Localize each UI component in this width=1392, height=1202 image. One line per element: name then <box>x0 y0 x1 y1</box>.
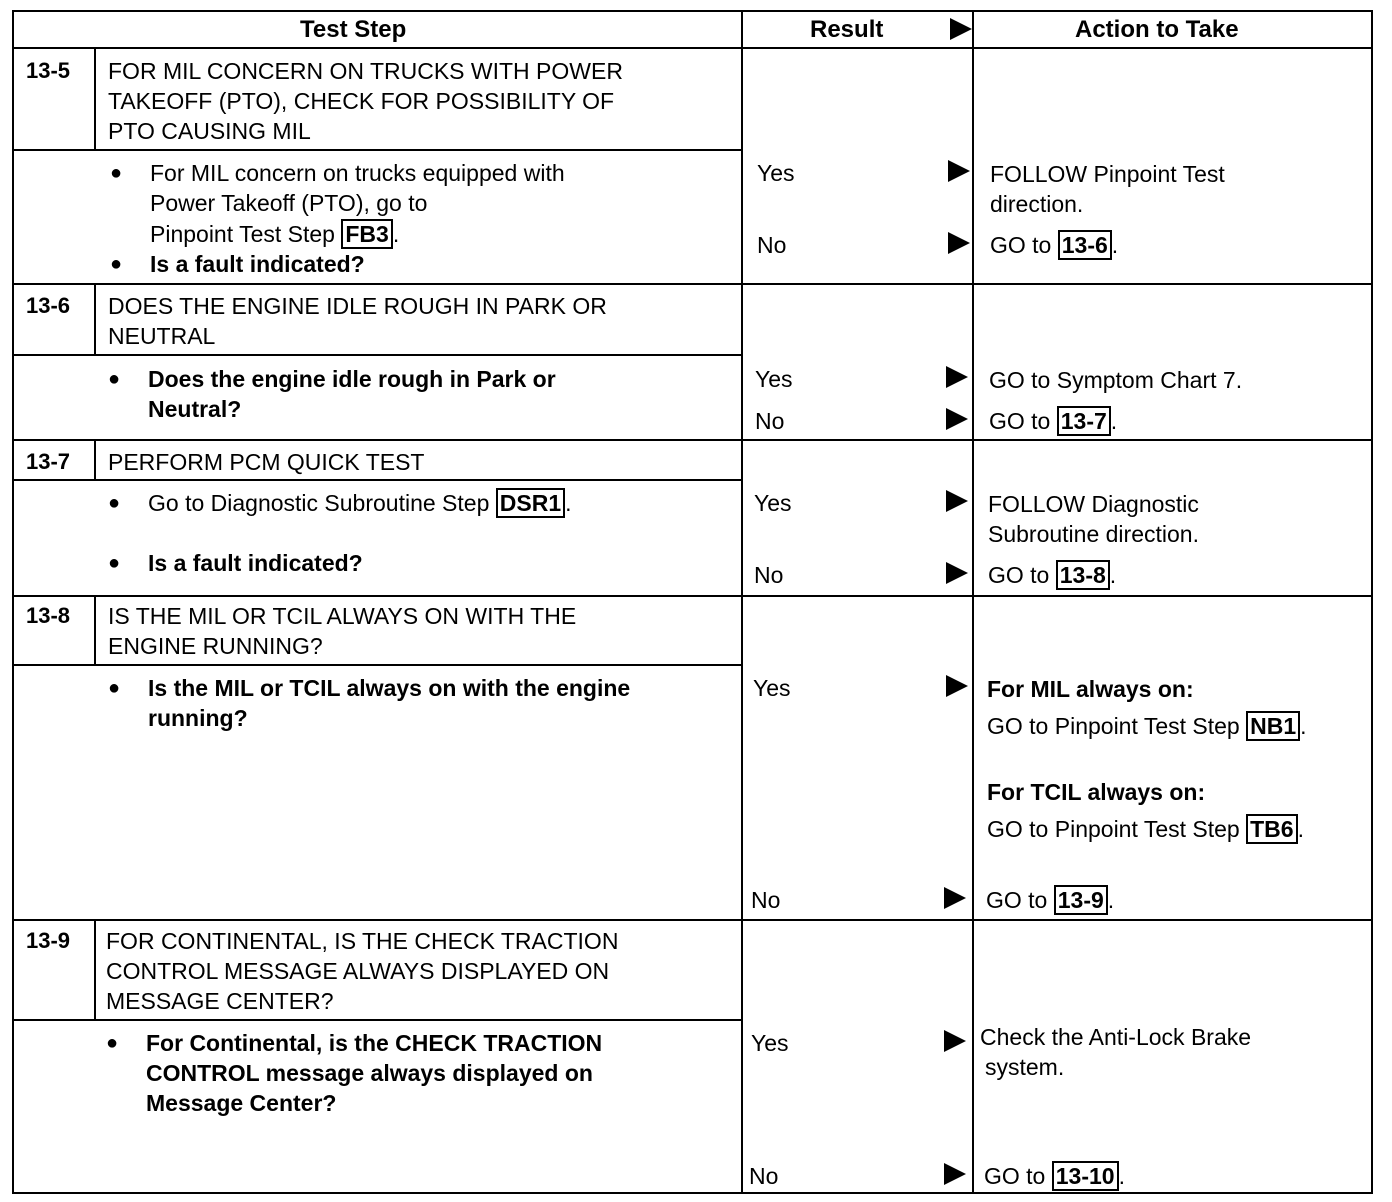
action-no <box>988 560 1116 590</box>
step-title: NEUTRAL <box>108 323 216 349</box>
column-divider-result <box>741 10 743 1194</box>
row-divider <box>12 283 1373 285</box>
arrow-right-icon <box>944 1030 966 1052</box>
punctuation: . <box>1118 1163 1125 1189</box>
result-yes: Yes <box>751 1030 789 1056</box>
step-id: 13-5 <box>26 58 71 83</box>
result-no: No <box>751 887 781 913</box>
action-yes: Subroutine direction. <box>988 521 1199 547</box>
row-divider <box>12 919 1373 921</box>
step-instruction: Power Takeoff (PTO), go to <box>150 190 428 216</box>
punctuation: . <box>1110 408 1118 434</box>
action-no <box>989 406 1117 436</box>
column-divider-stepid <box>94 284 96 355</box>
bullet-icon: ● <box>108 368 121 390</box>
step-question: Does the engine idle rough in Park or <box>148 366 556 392</box>
step-instruction <box>150 219 399 249</box>
step-reference-link[interactable]: DSR1 <box>496 488 565 518</box>
punctuation: . <box>392 221 400 247</box>
header-arrow-icon <box>950 18 972 40</box>
result-no: No <box>749 1163 779 1189</box>
table-border-left <box>12 10 14 1194</box>
step-reference-link[interactable]: TB6 <box>1246 814 1297 844</box>
arrow-right-icon <box>948 160 970 182</box>
action-no <box>990 230 1118 260</box>
column-divider-action <box>972 10 974 1194</box>
column-divider-stepid <box>94 596 96 665</box>
result-yes: Yes <box>755 366 793 392</box>
step-title: PTO CAUSING MIL <box>108 118 311 144</box>
step-title: DOES THE ENGINE IDLE ROUGH IN PARK OR <box>108 293 607 319</box>
column-divider-stepid <box>94 47 96 149</box>
result-yes: Yes <box>753 675 791 701</box>
arrow-right-icon <box>946 675 968 697</box>
step-instruction-text: Go to Diagnostic Subroutine Step <box>148 490 496 516</box>
title-divider <box>12 479 742 481</box>
bullet-icon: ● <box>110 162 123 184</box>
step-title: MESSAGE CENTER? <box>106 988 334 1014</box>
step-reference-link[interactable]: 13-10 <box>1052 1161 1119 1191</box>
row-divider <box>12 439 1373 441</box>
title-divider <box>12 149 742 151</box>
step-question: Is a fault indicated? <box>150 251 365 277</box>
action-yes: Check the Anti-Lock Brake <box>980 1024 1252 1050</box>
step-reference-link[interactable]: 13-6 <box>1058 230 1112 260</box>
step-question: Neutral? <box>148 396 242 422</box>
step-instruction <box>148 488 572 518</box>
result-no: No <box>755 408 785 434</box>
punctuation: . <box>1111 232 1119 258</box>
step-title: PERFORM PCM QUICK TEST <box>108 449 425 475</box>
step-id: 13-8 <box>26 603 71 628</box>
bullet-icon: ● <box>106 1032 119 1054</box>
step-id: 13-7 <box>26 449 71 474</box>
action-no <box>986 885 1114 915</box>
action-yes <box>987 711 1307 741</box>
action-yes: GO to Symptom Chart 7. <box>989 367 1243 393</box>
column-divider-stepid <box>94 920 96 1020</box>
bullet-icon: ● <box>110 253 123 275</box>
action-no <box>984 1161 1125 1191</box>
bullet-icon: ● <box>108 677 121 699</box>
action-heading: For MIL always on: <box>987 676 1194 702</box>
step-title: IS THE MIL OR TCIL ALWAYS ON WITH THE <box>108 603 577 629</box>
punctuation: . <box>1109 562 1117 588</box>
column-divider-stepid <box>94 440 96 480</box>
step-reference-link[interactable]: 13-7 <box>1057 406 1111 436</box>
header-divider <box>12 47 1373 49</box>
step-reference-link[interactable]: 13-9 <box>1054 885 1108 915</box>
step-reference-link[interactable]: FB3 <box>341 219 392 249</box>
bullet-icon: ● <box>108 492 121 514</box>
arrow-right-icon <box>944 887 966 909</box>
header-result: Result <box>810 16 884 43</box>
step-question: Is the MIL or TCIL always on with the engine <box>148 675 631 701</box>
step-instruction: For MIL concern on trucks equipped with <box>150 160 565 186</box>
action-text: GO to <box>990 232 1058 258</box>
action-heading: For TCIL always on: <box>987 779 1206 805</box>
result-no: No <box>757 232 787 258</box>
action-text: GO to <box>988 562 1056 588</box>
arrow-right-icon <box>946 562 968 584</box>
step-id: 13-6 <box>26 293 71 318</box>
row-divider <box>12 595 1373 597</box>
step-reference-link[interactable]: NB1 <box>1246 711 1300 741</box>
action-yes: direction. <box>990 191 1084 217</box>
punctuation: . <box>1297 816 1304 842</box>
result-yes: Yes <box>754 490 792 516</box>
action-text: GO to <box>984 1163 1052 1189</box>
action-yes: system. <box>985 1054 1065 1080</box>
arrow-right-icon <box>948 232 970 254</box>
step-id: 13-9 <box>26 928 71 953</box>
title-divider <box>12 1019 742 1021</box>
step-question: running? <box>148 705 248 731</box>
step-title: FOR MIL CONCERN ON TRUCKS WITH POWER <box>108 58 623 84</box>
title-divider <box>12 354 742 356</box>
step-question: Message Center? <box>146 1090 337 1116</box>
punctuation: . <box>565 490 572 516</box>
table-border-bottom <box>12 1192 1373 1194</box>
action-yes: FOLLOW Pinpoint Test <box>990 161 1225 187</box>
step-question: Is a fault indicated? <box>148 550 363 576</box>
step-reference-link[interactable]: 13-8 <box>1056 560 1110 590</box>
action-yes <box>987 814 1304 844</box>
step-question: For Continental, is the CHECK TRACTION <box>146 1030 603 1056</box>
table-border-right <box>1371 10 1373 1194</box>
header-action: Action to Take <box>1075 16 1239 43</box>
step-title: FOR CONTINENTAL, IS THE CHECK TRACTION <box>106 928 619 954</box>
arrow-right-icon <box>946 366 968 388</box>
arrow-right-icon <box>946 408 968 430</box>
action-yes: FOLLOW Diagnostic <box>988 491 1199 517</box>
bullet-icon: ● <box>108 552 121 574</box>
step-title: TAKEOFF (PTO), CHECK FOR POSSIBILITY OF <box>108 88 615 114</box>
arrow-right-icon <box>944 1163 966 1185</box>
title-divider <box>12 664 742 666</box>
result-yes: Yes <box>757 160 795 186</box>
punctuation: . <box>1300 713 1307 739</box>
step-title: ENGINE RUNNING? <box>108 633 323 659</box>
action-text: GO to Pinpoint Test Step <box>987 816 1247 842</box>
result-no: No <box>754 562 784 588</box>
step-instruction-text: Pinpoint Test Step <box>150 221 342 247</box>
step-question: CONTROL message always displayed on <box>146 1060 593 1086</box>
arrow-right-icon <box>946 490 968 512</box>
punctuation: . <box>1107 887 1115 913</box>
table-border-top <box>12 10 1373 12</box>
action-text: GO to <box>986 887 1054 913</box>
action-text: GO to Pinpoint Test Step <box>987 713 1247 739</box>
action-text: GO to <box>989 408 1057 434</box>
header-test-step: Test Step <box>300 16 407 43</box>
step-title: CONTROL MESSAGE ALWAYS DISPLAYED ON <box>106 958 610 984</box>
